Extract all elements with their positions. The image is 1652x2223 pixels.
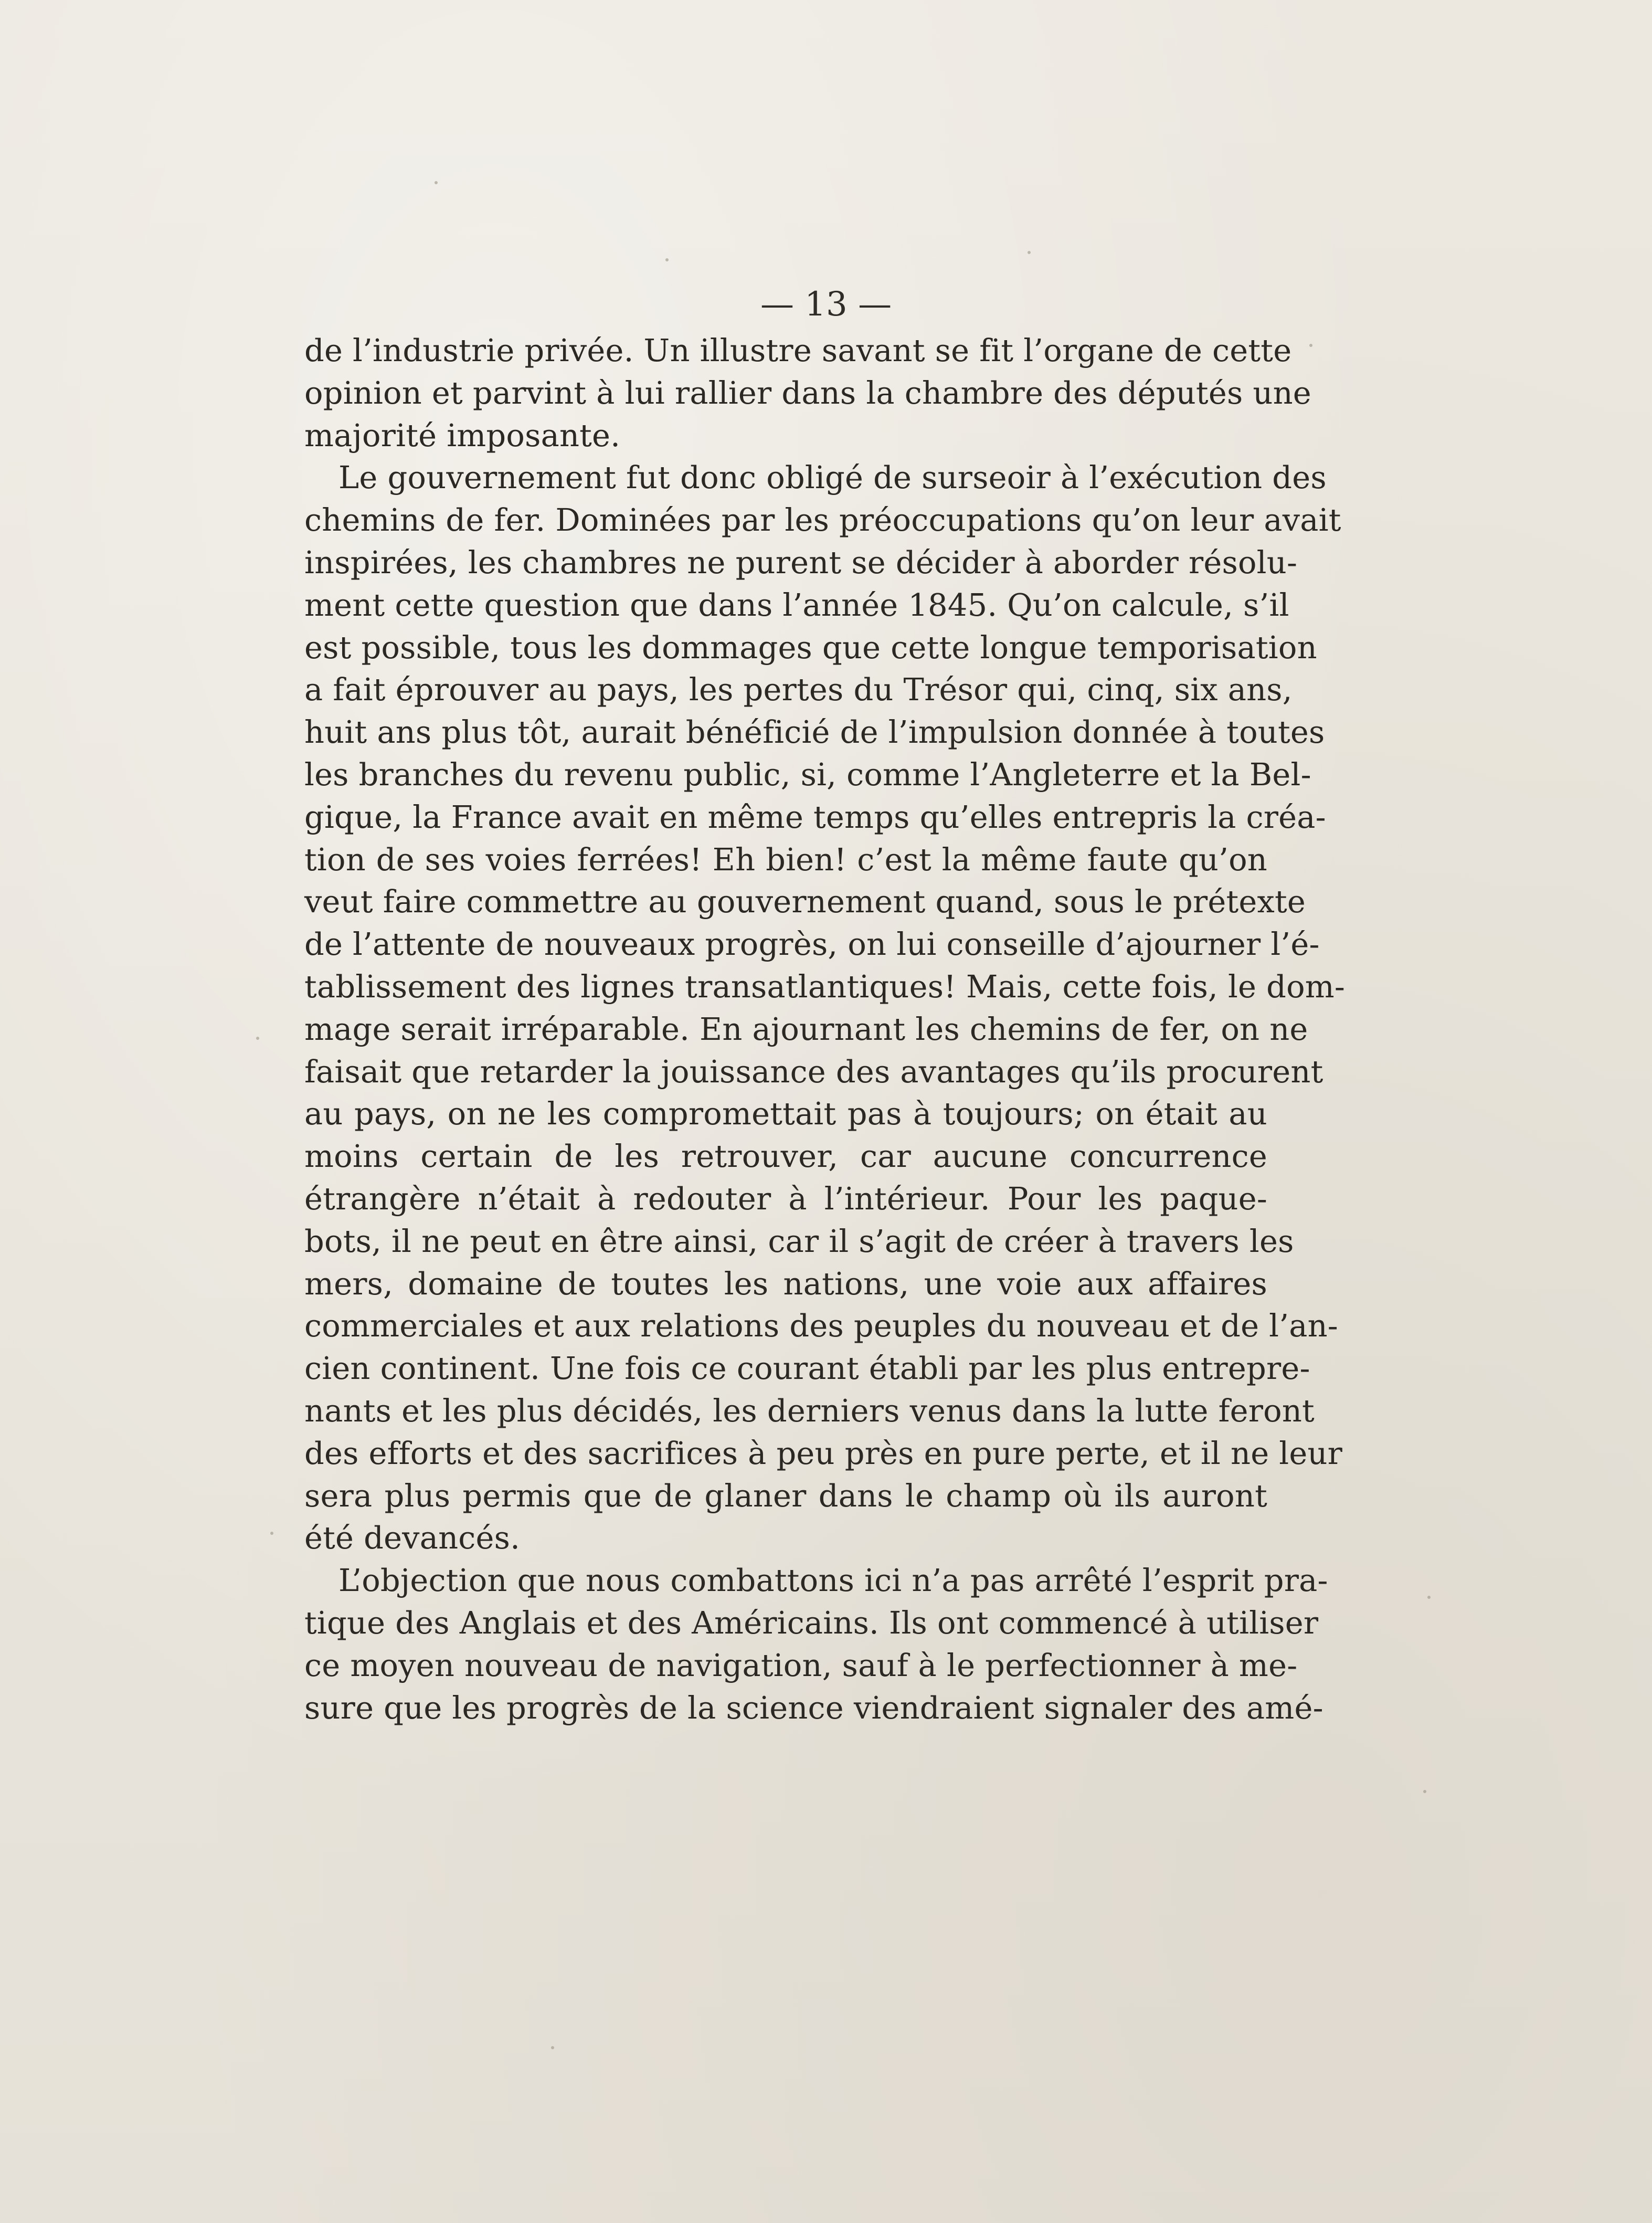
text-line: étrangère n’était à redouter à l’intérieur. Pour les paque-	[304, 1180, 1267, 1217]
text-line: moins certain de les retrouver, car aucune concurrence	[304, 1138, 1267, 1175]
text-line: L’objection que nous combattons ici n’a pas arrêté l’esprit pra-	[338, 1562, 1328, 1599]
paper-speck	[1028, 251, 1031, 254]
paper-speck	[1423, 1790, 1426, 1793]
text-line: tique des Anglais et des Américains. Ils ont commencé à utiliser	[304, 1604, 1319, 1641]
text-line: a fait éprouver au pays, les pertes du Trésor qui, cinq, six ans,	[304, 671, 1293, 708]
text-line: Le gouvernement fut donc obligé de surseoir à l’exécution des	[338, 459, 1327, 496]
paragraph	[304, 1560, 1328, 1729]
text-line: inspirées, les chambres ne purent se décider à aborder résolu-	[304, 544, 1298, 581]
text-line: huit ans plus tôt, aurait bénéficié de l’impulsion donnée à toutes	[304, 714, 1325, 751]
paper-speck	[270, 1532, 273, 1535]
paper-speck	[435, 181, 438, 184]
text-line: veut faire commettre au gouvernement quand, sous le prétexte	[304, 883, 1306, 920]
text-line: gique, la France avait en même temps qu’elles entrepris la créa-	[304, 798, 1326, 835]
text-line: cien continent. Une fois ce courant établi par les plus entrepre-	[304, 1350, 1310, 1387]
text-line: est possible, tous les dommages que cette longue temporisation	[304, 629, 1317, 666]
page-number: — 13 —	[760, 285, 892, 324]
paper-speck	[551, 2046, 554, 2049]
text-line: chemins de fer. Dominées par les préoccupations qu’on leur avait	[304, 502, 1341, 539]
text-line: de l’attente de nouveaux progrès, on lui conseille d’ajourner l’é-	[304, 926, 1320, 963]
text-line: opinion et parvint à lui rallier dans la chambre des députés une	[304, 374, 1311, 411]
text-line: ce moyen nouveau de navigation, sauf à le perfectionner à me-	[304, 1647, 1298, 1683]
paragraph	[304, 330, 1311, 457]
paper-speck	[1309, 344, 1312, 347]
text-line: été devancés.	[304, 1520, 521, 1556]
text-line: commerciales et aux relations des peuples du nouveau et de l’an-	[304, 1308, 1338, 1344]
text-line: faisait que retarder la jouissance des avantages qu’ils procurent	[304, 1053, 1323, 1090]
text-line: de l’industrie privée. Un illustre savant se fit l’organe de cette	[304, 332, 1292, 368]
paper-speck	[256, 1037, 259, 1040]
text-line: bots, il ne peut en être ainsi, car il s’agit de créer à travers les	[304, 1223, 1294, 1259]
paper-speck	[1427, 1596, 1431, 1599]
text-line: mers, domaine de toutes les nations, une voie aux affaires	[304, 1265, 1267, 1302]
text-line: sera plus permis que de glaner dans le champ où ils auront	[304, 1477, 1267, 1514]
body-text	[304, 330, 1346, 1729]
text-line: mage serait irréparable. En ajournant les chemins de fer, on ne	[304, 1010, 1308, 1047]
text-line: tablissement des lignes transatlantiques! Mais, cette fois, le dom-	[304, 968, 1346, 1005]
text-line: sure que les progrès de la science viendraient signaler des amé-	[304, 1689, 1323, 1726]
text-line: au pays, on ne les compromettait pas à toujours; on était au	[304, 1095, 1267, 1132]
text-line: les branches du revenu public, si, comme l’Angleterre et la Bel-	[304, 756, 1311, 793]
text-line: majorité imposante.	[304, 417, 621, 454]
paper-speck	[665, 258, 669, 261]
text-line: nants et les plus décidés, les derniers venus dans la lutte feront	[304, 1392, 1315, 1429]
paragraph	[304, 457, 1346, 1560]
text-line: ment cette question que dans l’année 1845. Qu’on calcule, s’il	[304, 586, 1289, 623]
text-line: tion de ses voies ferrées! Eh bien! c’est la même faute qu’on	[304, 841, 1267, 878]
text-line: des efforts et des sacrifices à peu près en pure perte, et il ne leur	[304, 1435, 1343, 1471]
